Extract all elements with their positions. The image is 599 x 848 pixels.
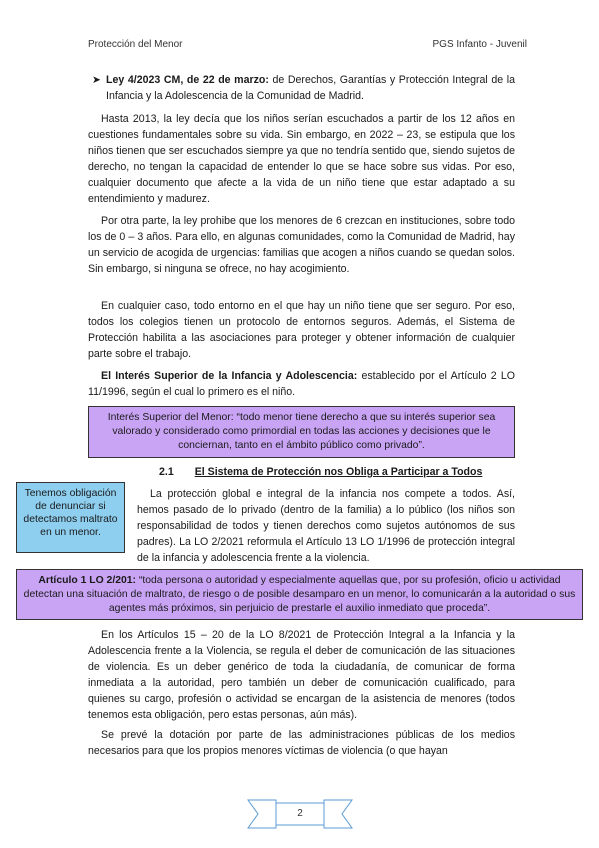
header-left: Protección del Menor [88,39,183,50]
law-bullet-text: de Derechos, Garantías y Protección Integral de la Infancia y la Adolescencia de la Comunidad de Madrid. [106,74,515,102]
paragraph-7: Se prevé la dotación por parte de las administraciones públicas de los medios necesarios para que los propios menores víctimas de violencia (o que hayan [88,729,515,757]
paragraph-4-text: establecido por el Artículo 2 LO 11/1996, según el cual lo primero es el niño. [88,370,515,398]
header-right: PGS Infanto - Juvenil [432,39,527,50]
paragraph-1: Hasta 2013, la ley decía que los niños serían escuchados a partir de los 12 años en cuestiones fundamentales sobre su vida. Sin embargo, en 2022 – 23, se estipula que los niños tienen que ser escuchados siempre ya que no tendría sentido que, siendo sujetos de derecho, no tengan la capacidad de entender lo que se hace sobre sus vidas. Por eso, cualquier documento que afecte a la vida de un niño tiene que estar adaptado a su entendimiento y madurez. [88,113,515,205]
section-title: El Sistema de Protección nos Obliga a Participar a Todos [194,466,483,478]
law-bullet-title: Ley 4/2023 CM, de 22 de marzo: [106,74,269,86]
interes-superior-box: Interés Superior del Menor: “todo menor tiene derecho a que su interés superior sea valorado y considerado como primordial en todas las acciones y decisiones que le conciernan, tanto en el ámbito público como privado”. [88,406,515,458]
arrow-bullet-icon: ➤ [92,74,101,86]
law-bullet [92,72,515,104]
paragraph-5: La protección global e integral de la infancia nos compete a todos. Así, hemos pasado de lo privado (dentro de la familia) a lo público (los niños son responsabilidad de todos y tienen derechos como sujetos autónomos de sus padres). La LO 2/2021 reformula el Artículo 13 LO 1/1996 de protección integral de la infancia y adolescencia frente a la violencia. [137,488,515,564]
paragraph-6: En los Artículos 15 – 20 de la LO 8/2021 de Protección Integral a la Infancia y la Adolescencia frente a la Violencia, se regula el deber de comunicación de las situaciones de violencia. Es un deber genérico de toda la ciudadanía, de comunicar de forma inmediata a la autoridad, pero también un deber de comunicación cualificado, para quienes su cargo, profesión o actividad se encargan de la asistencia de menores (todos tenemos esta obligación, pero estas personas, aún más). [88,629,515,721]
paragraph-2: Por otra parte, la ley prohibe que los menores de 6 crezcan en instituciones, sobre todo los de 0 – 3 años. Para ello, en algunas comunidades, como la Comunidad de Madrid, hay un servicio de acogida de urgencias: familias que acogen a niños cuando se quedan solos. Sin embargo, si ninguna se ofrece, no hay acogimiento. [88,215,515,275]
paragraph-4-title: El Interés Superior de la Infancia y Adolescencia: [101,370,358,382]
paragraph-4 [88,368,515,400]
articulo-box-title: Artículo 1 LO 2/201: [38,575,137,586]
articulo-box [16,569,583,620]
section-heading [159,466,482,478]
side-note-box: Tenemos obligación de denunciar si detectamos maltrato en un menor. [16,482,125,553]
page-number: 2 [297,808,303,819]
paragraph-3: En cualquier caso, todo entorno en el que hay un niño tiene que ser seguro. Por eso, todos los colegios tienen un protocolo de entornos seguros. Además, el Sistema de Protección habilita a las asociaciones para proteger y obtener información de cualquier parte sobre el trabajo. [88,300,515,360]
section-number: 2.1 [159,466,174,478]
articulo-box-text: “toda persona o autoridad y especialmente aquellas que, por su profesión, oficio u actividad detectan una situación de maltrato, de riesgo o de posible desamparo en un menor, lo comunicarán a la autoridad o sus agentes más próximos, sin perjuicio de prestarle el auxilio inmediato que proceda”. [23,575,576,614]
